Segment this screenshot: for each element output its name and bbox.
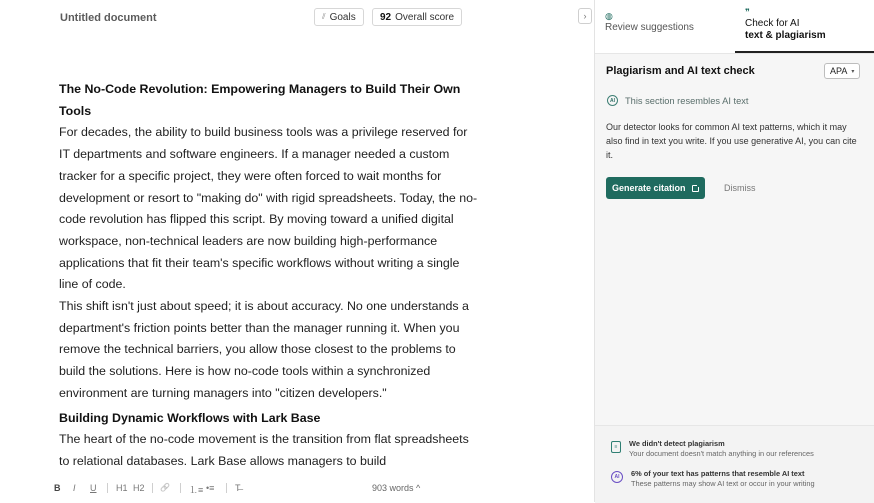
goals-label: Goals <box>329 11 356 23</box>
link-icon[interactable]: 🔗 <box>160 483 170 492</box>
overall-score-button[interactable] <box>372 8 462 26</box>
tab-ai-label-line1: Check for AI <box>745 18 800 29</box>
heading2-button[interactable]: H2 <box>133 483 145 493</box>
dismiss-button[interactable]: Dismiss <box>724 183 756 193</box>
tab-ai-label-line2: text & plagiarism <box>745 30 826 41</box>
plagiarism-status-sub: Your document doesn't match anything in our references <box>629 449 814 458</box>
chevron-right-icon: › <box>583 11 587 21</box>
check-summary <box>595 425 874 503</box>
document-title[interactable]: Untitled document <box>60 12 157 24</box>
generate-citation-button[interactable] <box>606 177 705 199</box>
heading-2: Building Dynamic Workflows with Lark Base <box>59 410 321 425</box>
bold-button[interactable]: B <box>54 483 61 493</box>
score-value: 92 <box>380 11 392 23</box>
ordered-list-icon[interactable]: ⒈≡ <box>189 485 204 495</box>
ai-text-status <box>611 469 815 489</box>
ai-status-title: 6% of your text has patterns that resemble AI text <box>631 469 805 478</box>
tab-ai-label <box>745 18 874 42</box>
ai-text-status-text <box>631 469 815 489</box>
ai-badge-icon: AI <box>607 95 618 106</box>
tab-review-label: Review suggestions <box>605 22 694 33</box>
toolbar-divider <box>107 483 108 493</box>
ai-detection-note <box>607 95 749 106</box>
score-label: Overall score <box>395 11 455 23</box>
citation-style-select[interactable] <box>824 63 860 79</box>
ai-explanation: Our detector looks for common AI text patterns, which it may also find in text you write. If you use generative AI, you can cite it. <box>606 122 857 160</box>
heading-1: The No-Code Revolution: Empowering Managers to Build Their Own Tools <box>59 82 461 118</box>
generate-citation-label: Generate citation <box>612 183 686 193</box>
assistant-logo-icon: ◍ <box>605 11 613 21</box>
section-title: Plagiarism and AI text check <box>606 65 755 77</box>
heading1-button[interactable]: H1 <box>116 483 128 493</box>
plagiarism-status-text <box>629 439 814 459</box>
collapse-panel-button[interactable] <box>578 8 592 24</box>
underline-button[interactable]: U <box>90 483 97 493</box>
document-check-icon: ≡ <box>611 441 621 453</box>
paragraph-1: For decades, the ability to build business tools was a privilege reserved for IT departments and software engineers. If a manager needed a custom tracker for a specific project, they were often forced to wait months for development or resort to "making do" with rigid spreadsheets. Today, the no-code revolution has flipped this script. By moving toward a unified digital workspace, non-technical leaders are now building high-performance applications that fit their team's specific workflows without writing a single line of code. <box>59 125 478 292</box>
plagiarism-status <box>611 439 814 459</box>
toolbar-divider <box>226 483 227 493</box>
clear-format-icon[interactable]: T̶ <box>235 483 241 493</box>
paragraph-2: This shift isn't just about speed; it is about accuracy. No one understands a department's friction points better than the manager running it. When you remove the technical barriers, you allow those closest to the problems to build the solutions. Here is how no-code tools within a synchronized environment are turning managers into "citizen developers." <box>59 299 469 400</box>
formatting-toolbar <box>0 476 594 502</box>
assistant-panel <box>594 0 874 502</box>
italic-button[interactable]: I <box>73 483 76 493</box>
chevron-down-icon: ▾ <box>851 68 855 75</box>
toolbar-divider <box>180 483 181 493</box>
toolbar-divider <box>152 483 153 493</box>
citation-style-value: APA <box>830 66 848 76</box>
tab-ai-plagiarism[interactable] <box>735 0 874 53</box>
document-body[interactable] <box>59 79 479 473</box>
ai-status-sub: These patterns may show AI text or occur in your writing <box>631 479 815 488</box>
ai-note-text: This section resembles AI text <box>625 95 749 106</box>
panel-tabs <box>595 0 874 54</box>
tab-review-suggestions[interactable] <box>595 0 735 53</box>
ai-icon: AI <box>611 471 623 483</box>
goals-icon: ⫽ <box>322 12 326 21</box>
bullet-list-icon[interactable]: •≡ <box>206 483 215 493</box>
goals-button[interactable] <box>314 8 364 26</box>
plagiarism-status-title: We didn't detect plagiarism <box>629 439 725 448</box>
external-link-icon <box>692 185 699 192</box>
paragraph-3: The heart of the no-code movement is the transition from flat spreadsheets to relational databases. Lark Base allows managers to build <box>59 432 469 468</box>
quote-icon: ❞ <box>745 7 750 17</box>
word-count[interactable]: 903 words ^ <box>372 483 421 493</box>
